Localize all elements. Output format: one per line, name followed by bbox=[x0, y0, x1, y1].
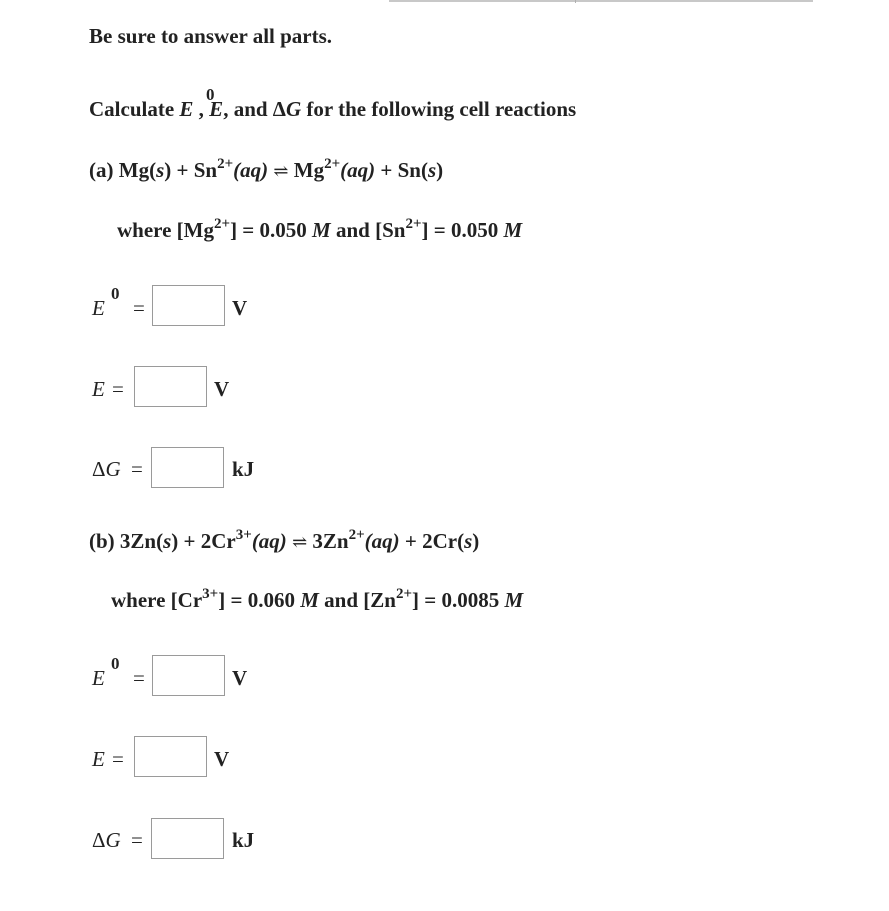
part-a-e0-superscript: 0 bbox=[111, 284, 120, 303]
part-a-e-equals: = bbox=[112, 377, 124, 401]
part-a-p2-state: s bbox=[427, 158, 437, 182]
part-a-cond-c1-value: ] = 0.050 bbox=[230, 218, 313, 242]
part-b-e0-superscript: 0 bbox=[111, 654, 120, 673]
part-a-cond-prefix: where [Mg bbox=[117, 218, 214, 242]
part-b-e-label: E bbox=[92, 747, 105, 771]
part-a-r2-state: (aq) bbox=[233, 158, 269, 182]
part-b-dg-input[interactable] bbox=[151, 818, 224, 859]
part-b-e-equals: = bbox=[112, 747, 124, 771]
part-a-label: (a) bbox=[89, 158, 114, 182]
instructions-text: Be sure to answer all parts. bbox=[89, 24, 333, 48]
part-b-e0-unit: V bbox=[232, 666, 248, 690]
question-prefix: Calculate bbox=[89, 97, 180, 121]
part-a-cond-c1-charge: 2+ bbox=[214, 216, 231, 232]
part-b-p2-state: s bbox=[464, 529, 473, 553]
part-b-p1-charge: 2+ bbox=[348, 527, 365, 543]
part-b-e-input[interactable] bbox=[134, 736, 207, 777]
part-b-p1-state: (aq) bbox=[364, 529, 400, 553]
part-b-cond-c1-value: ] = 0.060 bbox=[218, 588, 301, 612]
part-b-r2-charge: 3+ bbox=[235, 527, 252, 543]
part-a-r2-charge: 2+ bbox=[217, 156, 234, 172]
part-a-reaction bbox=[89, 156, 444, 182]
part-a-e-input[interactable] bbox=[134, 366, 207, 407]
part-b-cond-unit2: M bbox=[504, 588, 524, 612]
part-a-r1: Mg( bbox=[118, 158, 157, 182]
part-a-cond-unit2: M bbox=[503, 218, 523, 242]
part-a-cond-middle: and [Sn bbox=[330, 218, 406, 242]
part-b-cond-c2-charge: 2+ bbox=[395, 586, 412, 602]
part-a-p2: + Sn( bbox=[375, 158, 428, 182]
part-b-p2: + 2Cr( bbox=[399, 529, 465, 553]
part-b-e0-input[interactable] bbox=[152, 655, 225, 696]
top-border-divider bbox=[575, 0, 576, 3]
part-a-dg-input[interactable] bbox=[151, 447, 224, 488]
question-sep1: , bbox=[193, 97, 210, 121]
question-text bbox=[89, 99, 576, 120]
part-b-dg-unit: kJ bbox=[232, 828, 255, 852]
part-b-p2-close: ) bbox=[472, 529, 480, 553]
part-b-r1: 3Zn( bbox=[119, 529, 164, 553]
part-b-r1-close: ) + 2Cr bbox=[171, 529, 236, 553]
part-a-dg-unit: kJ bbox=[232, 457, 255, 481]
part-a-p1: Mg bbox=[288, 158, 325, 182]
part-a-cond-unit1: M bbox=[312, 218, 331, 242]
part-b-e0-label: E bbox=[92, 666, 105, 690]
part-a-e0-equals: = bbox=[133, 296, 145, 320]
top-border-bar bbox=[389, 0, 813, 2]
part-a-e0-unit: V bbox=[232, 296, 248, 320]
part-b-r2-state: (aq) bbox=[251, 529, 287, 553]
part-a-condition bbox=[117, 216, 523, 242]
part-b-cond-unit1: M bbox=[300, 588, 319, 612]
part-b-dg-equals: = bbox=[131, 828, 143, 852]
part-a-p1-charge: 2+ bbox=[324, 156, 341, 172]
part-b-dg-label: ΔG bbox=[92, 828, 121, 852]
part-a-dg-label: ΔG bbox=[92, 457, 121, 481]
part-a-p2-close: ) bbox=[436, 158, 444, 182]
e-symbol: E bbox=[209, 97, 224, 121]
part-b-cond-middle: and [Zn bbox=[318, 588, 396, 612]
question-sep2: , and bbox=[223, 97, 273, 121]
e0-symbol: E bbox=[179, 97, 194, 121]
part-a-r1-close: ) + Sn bbox=[164, 158, 218, 182]
part-b-cond-prefix: where [Cr bbox=[111, 588, 203, 612]
part-b-p1: 3Zn bbox=[307, 529, 349, 553]
part-a-cond-c2-value: ] = 0.050 bbox=[421, 218, 504, 242]
part-a-e-unit: V bbox=[214, 377, 230, 401]
part-a-dg-equals: = bbox=[131, 457, 143, 481]
part-b-cond-c2-value: ] = 0.0085 bbox=[412, 588, 505, 612]
part-a-p1-state: (aq) bbox=[340, 158, 376, 182]
part-b-condition bbox=[111, 586, 524, 612]
part-a-e0-input[interactable] bbox=[152, 285, 225, 326]
part-a-r1-state: s bbox=[156, 158, 165, 182]
part-b-r1-state: s bbox=[163, 529, 172, 553]
part-b-label: (b) bbox=[89, 529, 115, 553]
part-b-e-unit: V bbox=[214, 747, 230, 771]
question-suffix: for the following cell reactions bbox=[301, 97, 577, 121]
part-a-e-label: E bbox=[92, 377, 105, 401]
part-b-cond-c1-charge: 3+ bbox=[202, 586, 219, 602]
equilibrium-arrow-icon: ⇌ bbox=[292, 532, 308, 552]
equilibrium-arrow-icon: ⇌ bbox=[273, 161, 289, 181]
part-a-cond-c2-charge: 2+ bbox=[405, 216, 422, 232]
part-a-e0-label: E bbox=[92, 296, 105, 320]
part-b-reaction bbox=[89, 527, 480, 553]
dg-symbol: ΔG bbox=[272, 97, 302, 121]
e0-superscript: 0 bbox=[206, 85, 215, 104]
part-b-e0-equals: = bbox=[133, 666, 145, 690]
